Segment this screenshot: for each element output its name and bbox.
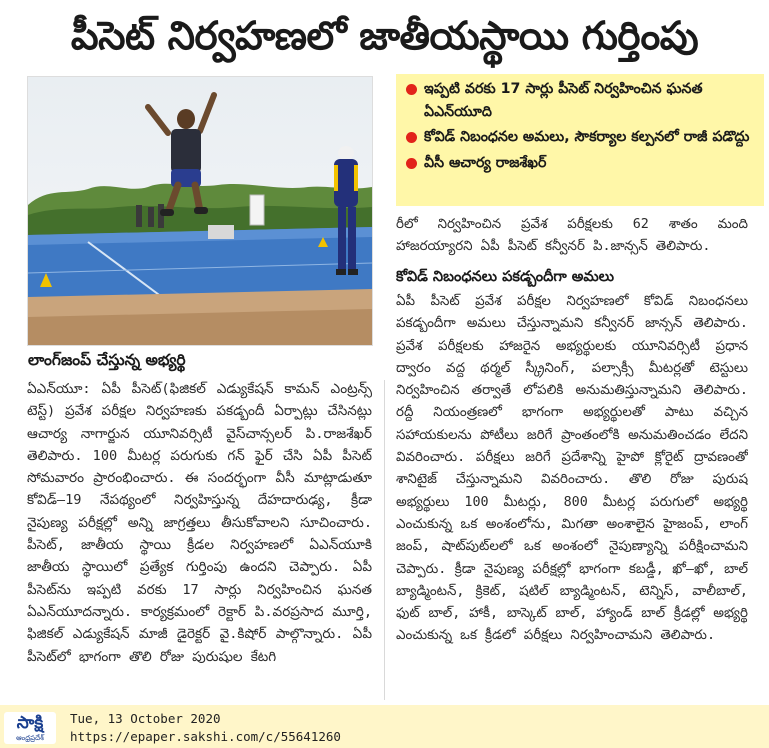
highlight-text: ఇప్పటి వరకు 17 సార్లు పీసెట్ నిర్వహించిన ఘనత ఏఎన్‌యూది [424,81,703,120]
sakshi-logo [4,712,56,744]
headline: పీసెట్ నిర్వహణలో జాతీయస్థాయి గుర్తింపు [70,14,699,59]
highlight-item [404,78,764,123]
bullet-icon [406,84,417,95]
footer-bar [0,705,769,748]
subheading: కోవిడ్ నిబంధనలు పకడ్బందీగా అమలు [396,269,615,285]
photo-caption: లాంగ్‌జంప్ చేస్తున్న అభ్యర్థి [28,351,186,369]
highlight-item [404,152,764,175]
article-body-right-top: రీలో నిర్వహించిన ప్రవేశ పరీక్షలకు 62 శాతం మంది హాజరయ్యారని ఏపీ పీసెట్ కన్వీనర్ పి.జాన్సన్ తెలిపారు. [396,217,748,255]
logo-subtext: ఆంధ్రప్రదేశ్ [16,734,44,742]
highlight-text: వీసీ ఆచార్య రాజశేఖర్ [424,154,547,171]
edition-date: Tue, 13 October 2020 [70,711,221,726]
article-body-left: ఏఎన్‌యూ: ఏపీ పీసెట్(ఫిజికల్ ఎడ్యుకేషన్ కామన్ ఎంట్రన్స్ టెస్ట్) ప్రవేశ పరీక్షల నిర్వహణకు పకడ్బందీ ఏర్పాట్లు చేసినట్లు ఆచార్య నాగార్జున యూనివర్సిటీ వైస్‌చాన్సలర్ పి.రాజశేఖర్ తెలిపారు. 100 మీటర్ల పరుగుకు గన్ ఫైర్ చేసి ఏపీ పీసెట్ సోమవారం ప్రారంభించారు. ఈ సందర్భంగా వీసీ మాట్లాడుతూ కోవిడ్–19 నేపథ్యంలో నిర్వహిస్తున్న దేహదారుఢ్య, క్రీడా నైపుణ్య పరీక్షల్లో అన్ని జాగ్రత్తలు తీసుకోవాలని సూచించారు. పీసెట్, జాతీయ స్థాయి క్రీడల నిర్వహణలో ఏఎన్‌యూకి జాతీయ స్థాయిలో ప్రత్యేక గుర్తింపు ఉందని చెప్పారు. ఏపీ పీసెట్‌ను ఇప్పటి వరకు 17 సార్లు నిర్వహించిన ఘనత ఏఎన్‌యూదన్నారు. కార్యక్రమంలో రెక్టార్ పి.వరప్రసాద మూర్తి, ఫిజికల్ ఎడ్యుకేషన్ మాజీ డైరెక్టర్ వై.కిషోర్ పాల్గొన్నారు. ఏపీ పీసెట్‌లో భాగంగా తొలి రోజు పురుషుల కేటగి [27,381,372,665]
long-jump-photo [27,76,373,346]
epaper-url[interactable]: https://epaper.sakshi.com/c/55641260 [70,729,341,744]
article-body-right: ఏపీ పీసెట్ ప్రవేశ పరీక్షల నిర్వహణలో కోవిడ్ నిబంధనలు పకడ్బందీగా అమలు చేస్తున్నామని కన్వీనర్ జాన్సన్ తెలిపారు. ప్రవేశ పరీక్షలకు హాజరైన అభ్యర్థులకు యూనివర్సిటీ ప్రధాన ద్వారం వద్ద థర్మల్ స్క్రీనింగ్, పల్సాక్సీ మీటర్లతో టెస్టులు నిర్వహించిన తర్వాతే లోపలికి అనుమతిస్తున్నామని తెలిపారు. రద్దీ నియంత్రణలో భాగంగా అభ్యర్థులతో పాటు వచ్చిన సహాయకులను పోటీలు జరిగే ప్రాంతంలోకి అనుమతించడం లేదని వివరించారు. పరీక్షలు జరిగే ప్రదేశాన్ని హైపో క్లోరైట్ ద్రావణంతో శానిటైజ్ చేస్తున్నామని వివరించారు. తొలి రోజు పురుష అభ్యర్థులు 100 మీటర్లు, 800 మీటర్ల పరుగులో అభ్యర్థి ఎంచుకున్న ఒక అంశంలోను, మిగతా అంశాలైన హైజంప్, లాంగ్ జంప్, షాట్‌పుట్‌లలో ఒక అంశంలో నైపుణ్యాన్ని పరీక్షించామని చెప్పారు. క్రీడా నైపుణ్య పరీక్షల్లో భాగంగా కబడ్డీ, ఖో–ఖో, బాల్ బ్యాడ్మింటన్, క్రికెట్, షటిల్ బ్యాడ్మింటన్, టెన్నిస్, వాలీబాల్, ఫుట్ బాల్, హాకీ, బాస్కెట్ బాల్, హ్యాండ్ బాల్ క్రీడల్లో అభ్యర్థి ఎంచుకున్న ఒక క్రీడలో పరీక్షలు నిర్వహించామని తెలిపారు. [396,294,748,644]
column-divider [384,380,385,700]
logo-text: సాక్షి [16,713,44,733]
bullet-icon [406,158,417,169]
highlights-box [396,74,764,206]
bullet-icon [406,132,417,143]
highlight-text: కోవిడ్ నిబంధనల అమలు, సౌకర్యాల కల్పనలో రాజీ పడొద్దు [424,129,750,145]
highlight-item [404,126,764,149]
